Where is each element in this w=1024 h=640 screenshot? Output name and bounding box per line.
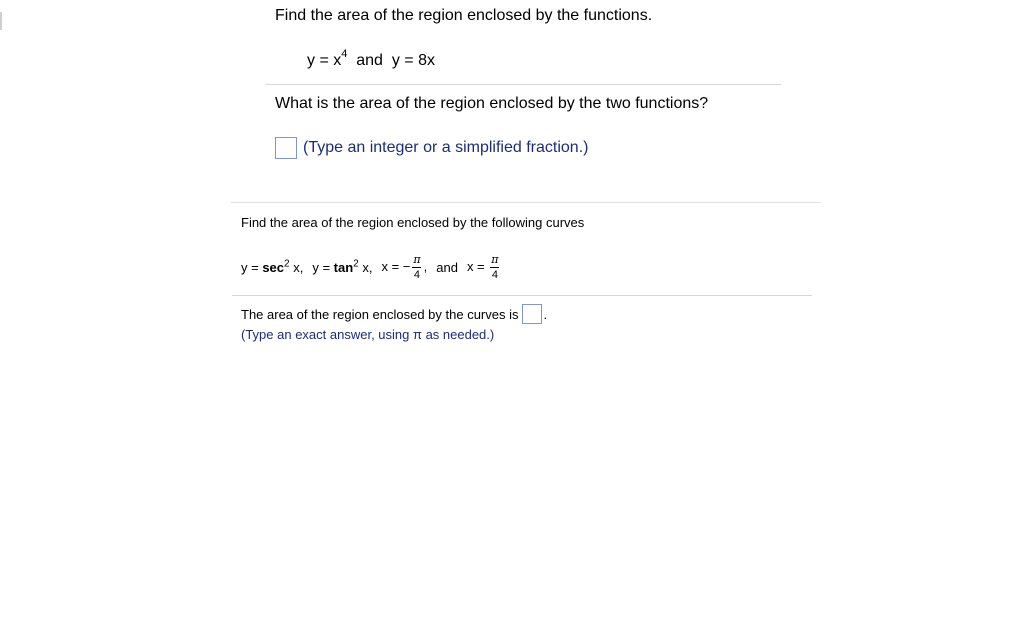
curve-and: and [436, 259, 458, 275]
problem-2-answer-hint: (Type an exact answer, using π as needed.) [241, 327, 495, 342]
problem-2-answer-label: The area of the region enclosed by the curves is [241, 306, 519, 322]
equation-y1-exponent: 4 [341, 47, 348, 60]
curve-4 [467, 254, 502, 281]
curve-4-denominator: 4 [491, 268, 498, 281]
left-edge-marker [0, 12, 2, 30]
curve-1-function: sec [262, 259, 285, 275]
curve-1-prefix: y = [241, 259, 263, 275]
curve-3-fraction [412, 254, 421, 281]
curve-4-numerator: π [491, 252, 499, 266]
problem-2-answer-period: . [543, 306, 548, 322]
problem-2-title: Find the area of the region enclosed by the following curves [241, 215, 585, 230]
equation-and: and [356, 52, 383, 69]
problem-1-divider [265, 84, 781, 85]
curve-1 [241, 260, 303, 275]
problem-2-answer-input[interactable] [522, 304, 542, 324]
problem-1-equations [307, 47, 435, 70]
problem-2-answer-row [241, 304, 547, 324]
equation-y2: y = 8x [391, 52, 435, 69]
curve-2-exponent: 2 [353, 258, 359, 270]
problem-1-answer-input[interactable] [275, 137, 297, 159]
problem-1-answer-hint: (Type an integer or a simplified fraction.) [303, 139, 589, 156]
problem-1-answer-row [275, 135, 588, 161]
problem-1-title: Find the area of the region enclosed by the functions. [275, 7, 653, 24]
curve-3-comma: , [423, 258, 428, 274]
curve-1-variable: x, [289, 259, 304, 275]
curve-3 [381, 254, 427, 281]
curve-2-function: tan [333, 259, 354, 275]
problem-1-question: What is the area of the region enclosed by the two functions? [275, 95, 709, 112]
curve-3-denominator: 4 [413, 268, 421, 281]
problem-2-equations [241, 251, 502, 283]
curve-4-fraction [490, 254, 499, 281]
equation-y1 [307, 47, 348, 69]
curve-1-exponent: 2 [284, 258, 290, 270]
equation-y1-base: y = x [307, 52, 342, 69]
curve-3-prefix: x = − [381, 258, 411, 274]
curve-2-variable: x, [358, 259, 373, 275]
curve-2-prefix: y = [312, 259, 334, 275]
curve-2 [312, 260, 372, 275]
curve-3-numerator: π [413, 252, 421, 266]
problem-2-divider [232, 295, 812, 296]
problems-divider [231, 202, 821, 203]
curve-4-prefix: x = [466, 258, 489, 274]
